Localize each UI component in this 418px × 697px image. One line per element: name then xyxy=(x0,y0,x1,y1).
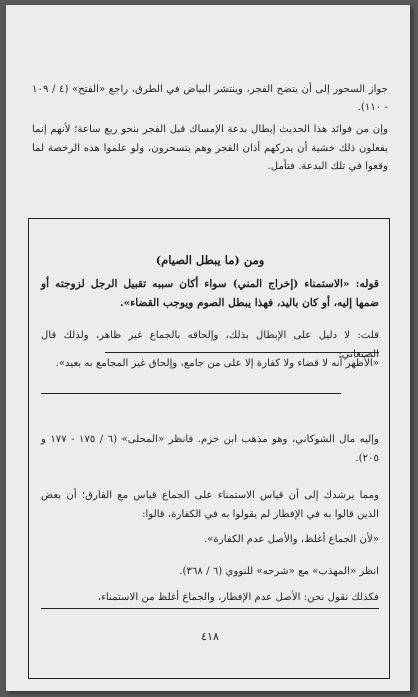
top-paragraph-1: جواز السحور إلى أن يتضح الفجر، وينتشر البياض في الطرق، راجع «الفتح» (٤ / ١٠٩ - ١١٠). xyxy=(32,84,389,114)
top-text-block xyxy=(32,81,388,180)
paragraph-reply: قلت: لا دليل على الإبطال بذلك، وإلحاقه بالجماع غير ظاهر، ولذلك قال الصنعاني: xyxy=(41,330,379,360)
top-paragraph-2: وإن من فوائد هذا الحديث إبطال بدعة الإمساك قبل الفجر بنحو ربع ساعة؛ لأنهم إنما يفعلون ذلك خشية أن يدركهم أذان الفجر وهم يتسحرون، ولو علموا هذه الرخصة لما وقعوا في تلك البدعة. فتأمل. xyxy=(32,124,388,172)
paragraph-qiyas: ومما يرشدك إلى أن قياس الاستمناء على الجماع قياس مع الفارق؛ أن بعض الذين قالوا به في الإفطار لم يقولوا به في الكفارة، قالوا: xyxy=(41,490,379,520)
quoted-statement: قوله: «الاستمناء (إخراج المني) سواء أكان سببه تقبيل الرجل لزوجته أو ضمها إليه، أو كان باليد، فهذا يبطل الصوم ويوجب القضاء». xyxy=(41,278,379,309)
bottom-underline xyxy=(41,608,379,609)
paragraph-conclusion: فكذلك نقول نحن: الأصل عدم الإفطار، والجماع أغلظ من الاستمناء، xyxy=(97,592,379,603)
book-page xyxy=(6,5,410,691)
separator-rule xyxy=(105,352,379,353)
paragraph-muhadhdhab: انظر «المهذب» مع «شرحه» للنووي (٦ / ٣٦٨). xyxy=(179,566,379,577)
paragraph-sanani-quote: «الأظهر أنه لا قضاء ولا كفارة إلا على من جامع، وإلحاق غير المجامع به بعيد». xyxy=(55,358,379,369)
framed-section xyxy=(28,218,390,679)
paragraph-shawkani: وإليه مال الشوكاني، وهو مذهب ابن حزم. فانظر «المحلى» (٦ / ١٧٥ - ١٧٧ و ٢٠٥). xyxy=(41,434,379,464)
section-heading: ومن (ما يبطل الصيام) xyxy=(155,253,265,267)
page-number: ٤١٨ xyxy=(201,630,219,643)
paragraph-quote-kaffara: «لأن الجماع أغلظ، والأصل عدم الكفارة». xyxy=(204,534,379,545)
underline-rule xyxy=(41,393,341,394)
